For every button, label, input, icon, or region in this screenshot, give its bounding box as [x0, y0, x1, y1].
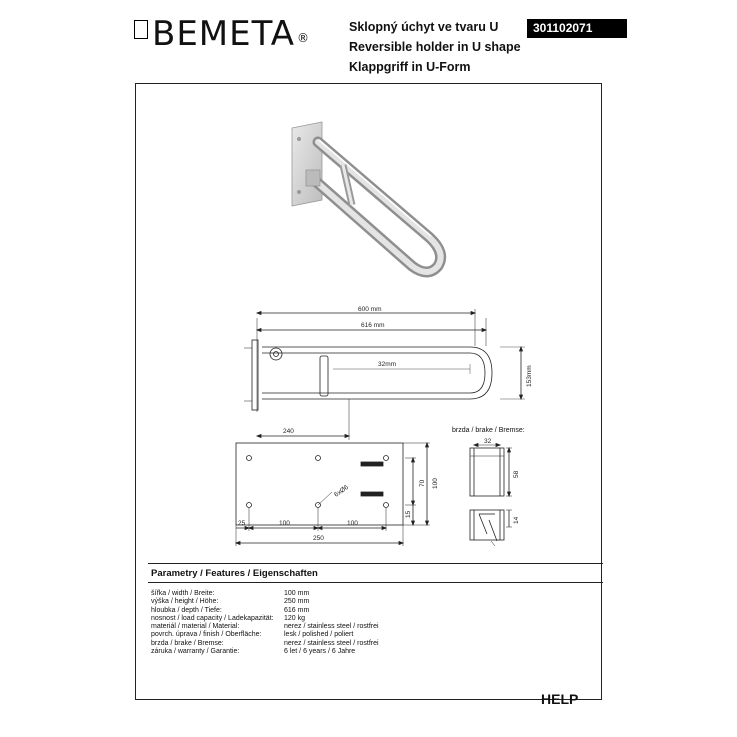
param-label: nosnost / load capacity / Ladekapazität: [151, 614, 274, 622]
side-view-drawing [244, 309, 525, 440]
brake-label: brzda / brake / Bremse: [452, 427, 525, 434]
param-label: brzda / brake / Bremse: [151, 639, 224, 647]
dim-616: 616 mm [361, 322, 385, 329]
parameter-labels [151, 590, 274, 656]
param-value: 120 kg [284, 614, 306, 622]
param-label: záruka / warranty / Garantie: [151, 648, 240, 656]
product-photo [292, 122, 441, 272]
title-de: Klappgriff in U-Form [349, 60, 471, 74]
brake-dim-14: 14 [513, 516, 520, 524]
product-code: 301102071 [527, 19, 627, 38]
dim-32mm: 32mm [378, 361, 397, 368]
product-name: HELP [541, 691, 579, 707]
param-value: 616 mm [284, 606, 310, 614]
param-label: materiál / material / Material: [151, 623, 240, 631]
param-label: povrch. úprava / finish / Oberfläche: [151, 631, 262, 639]
param-value: 100 mm [284, 590, 310, 597]
features-mid-divider [148, 582, 603, 583]
param-value: 6 let / 6 years / 6 Jahre [284, 648, 356, 656]
param-value: 250 mm [284, 598, 310, 606]
param-label: výška / height / Höhe: [151, 598, 219, 606]
dim-153mm: 153mm [526, 365, 533, 387]
brake-drawing [470, 444, 512, 547]
dim-240: 240 [283, 428, 294, 435]
title-en: Reversible holder in U shape [349, 40, 521, 54]
features-top-divider [148, 563, 603, 564]
dim-100-vertical: 100 [432, 478, 439, 489]
dim-100-left: 100 [279, 520, 290, 527]
features-heading: Parametry / Features / Eigenschaften [151, 568, 318, 579]
wall-plate-drawing [236, 443, 430, 546]
param-value: nerez / stainless steel / rostfrei [284, 623, 379, 631]
param-value: lesk / polished / poliert [284, 631, 354, 639]
dim-15: 15 [405, 510, 412, 518]
dim-600: 600 mm [358, 306, 382, 313]
brake-dim-32: 32 [484, 438, 492, 445]
dim-70: 70 [419, 479, 426, 487]
dim-25: 25 [238, 520, 246, 527]
title-cz: Sklopný úchyt ve tvaru U [349, 20, 499, 34]
param-label: šířka / width / Breite: [151, 590, 215, 597]
param-label: hloubka / depth / Tiefe: [151, 606, 222, 614]
param-value: nerez / stainless steel / rostfrei [284, 639, 379, 647]
parameter-values [284, 590, 379, 656]
bemeta-logo: BEMETA ® [152, 14, 311, 54]
dim-6x6: 6xØ6 [333, 483, 350, 499]
brake-dim-58: 58 [513, 470, 520, 478]
dim-100-right: 100 [347, 520, 358, 527]
dim-250: 250 [313, 535, 324, 542]
